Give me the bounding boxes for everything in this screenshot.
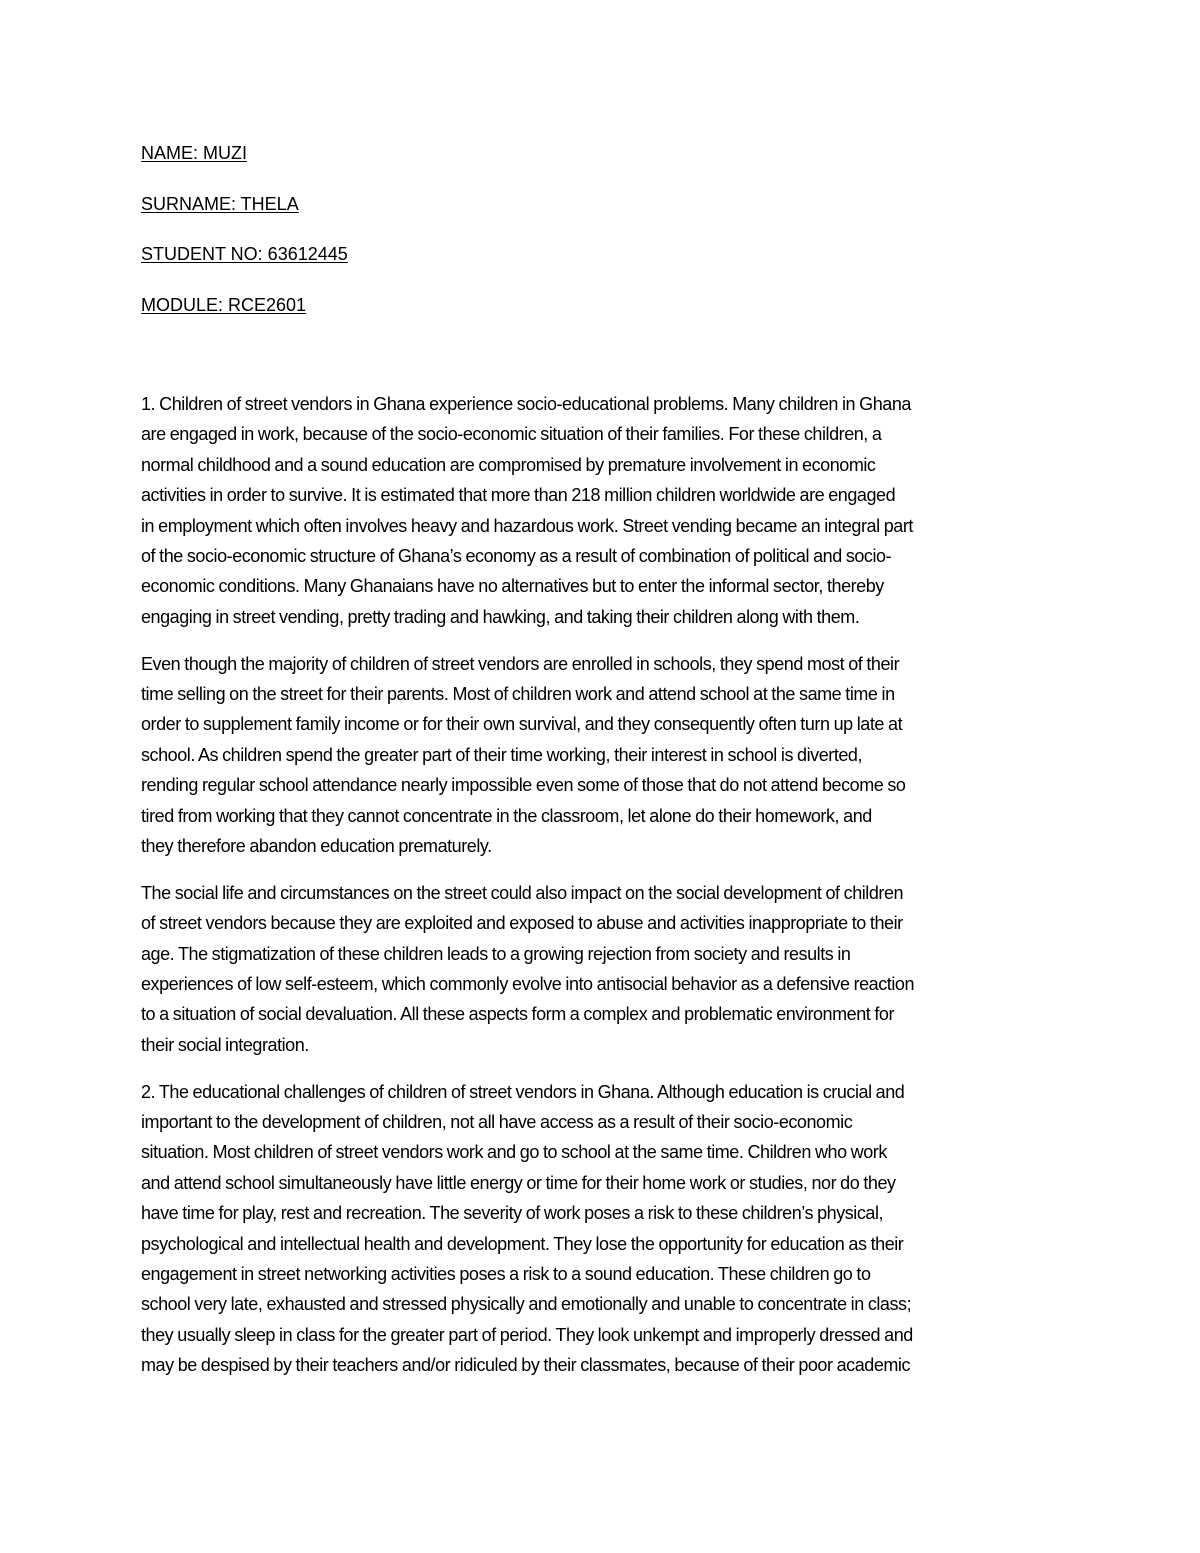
text-line: school very late, exhausted and stressed physically and emotionally and unable to concentrate in class; <box>141 1294 912 1315</box>
text-line: they therefore abandon education prematurely. <box>141 835 492 856</box>
text-line: are engaged in work, because of the socio-economic situation of their families. For these children, a <box>141 424 882 445</box>
text-line: normal childhood and a sound education are compromised by premature involvement in economic <box>141 454 876 475</box>
text-line: Even though the majority of children of street vendors are enrolled in schools, they spend most of their <box>141 653 900 674</box>
text-line: experiences of low self-esteem, which commonly evolve into antisocial behavior as a defensive reaction <box>141 974 915 995</box>
text-line: economic conditions. Many Ghanaians have no alternatives but to enter the informal sector, thereby <box>141 576 884 597</box>
text-line: may be despised by their teachers and/or ridiculed by their classmates, because of their poor academic <box>141 1355 911 1376</box>
text-line: 1. Children of street vendors in Ghana experience socio-educational problems. Many children in Ghana <box>141 394 911 414</box>
text-line: 2. The educational challenges of children of street vendors in Ghana. Although education is crucial and <box>141 1081 905 1102</box>
surname-line <box>141 191 741 217</box>
text-line: engagement in street networking activities poses a risk to a sound education. These children go to <box>141 1264 871 1285</box>
text-line: time selling on the street for their parents. Most of children work and attend school at the same time in <box>141 684 895 705</box>
surname-text: SURNAME: THELA <box>141 193 299 214</box>
module-text: MODULE: RCE2601 <box>141 294 307 315</box>
name-line <box>141 140 741 166</box>
text-line: The social life and circumstances on the street could also impact on the social development of children <box>141 882 904 903</box>
text-line: psychological and intellectual health and development. They lose the opportunity for education as their <box>141 1233 904 1254</box>
text-line: order to supplement family income or for their own survival, and they consequently often turn up late at <box>141 714 903 735</box>
paragraph-1 <box>141 389 1063 632</box>
student-number-text: STUDENT NO: 63612445 <box>141 244 348 264</box>
text-line: activities in order to survive. It is estimated that more than 218 million children worldwide are engaged <box>141 485 896 506</box>
text-line: school. As children spend the greater part of their time working, their interest in school is diverted, <box>141 744 863 765</box>
text-line: they usually sleep in class for the greater part of period. They look unkempt and improperly dressed and <box>141 1324 913 1345</box>
text-line: of the socio-economic structure of Ghana’s economy as a result of combination of political and socio- <box>141 545 892 566</box>
text-line: rending regular school attendance nearly impossible even some of those that do not attend become so <box>141 775 906 796</box>
text-line: situation. Most children of street vendors work and go to school at the same time. Children who work <box>141 1142 887 1163</box>
text-line: in employment which often involves heavy and hazardous work. Street vending became an integral part <box>141 515 913 536</box>
text-line: of street vendors because they are exploited and exposed to abuse and activities inappropriate to their <box>141 913 903 934</box>
text-line: tired from working that they cannot concentrate in the classroom, let alone do their homework, and <box>141 805 872 826</box>
essay-body <box>141 389 1063 1397</box>
name-text: NAME: MUZI <box>141 143 247 163</box>
text-line: to a situation of social devaluation. All these aspects form a complex and problematic environment for <box>141 1004 895 1025</box>
text-line: have time for play, rest and recreation. The severity of work poses a risk to these children’s physical, <box>141 1203 884 1224</box>
text-line: engaging in street vending, pretty trading and hawking, and taking their children along with them. <box>141 606 860 627</box>
paragraph-3 <box>141 878 1063 1060</box>
text-line: their social integration. <box>141 1034 309 1055</box>
text-line: important to the development of children, not all have access as a result of their socio-economic <box>141 1112 853 1133</box>
text-line: and attend school simultaneously have little energy or time for their home work or studies, nor do they <box>141 1172 896 1193</box>
paragraph-4 <box>141 1077 1063 1381</box>
paragraph-2 <box>141 649 1063 862</box>
student-number-line <box>141 241 741 267</box>
module-line <box>141 292 741 318</box>
student-details <box>141 140 741 342</box>
text-line: age. The stigmatization of these children leads to a growing rejection from society and results in <box>141 943 851 964</box>
